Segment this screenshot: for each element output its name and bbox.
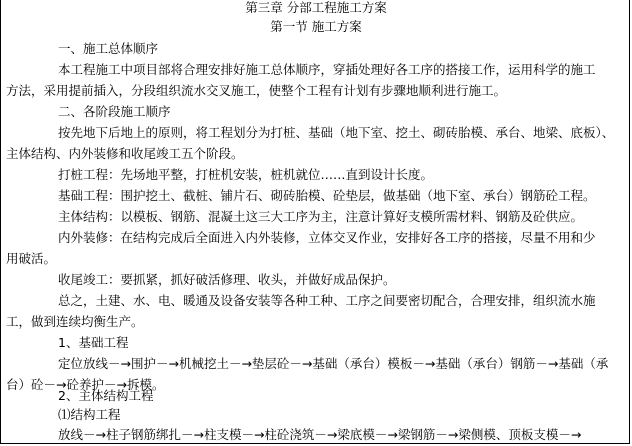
- heading-structural-work: ⑴结构工程: [58, 407, 121, 422]
- paragraph-line: 定位放线－→围护－→机械挖土－→垫层砼－→基础（承台）模板－→基础（承台）钢筋－→基础（承: [58, 356, 609, 371]
- paragraph-line: 收尾竣工：要抓紧，抓好破活修理、收头，并做好成品保护。: [58, 272, 396, 287]
- paragraph-line: 用破活。: [6, 251, 57, 266]
- section-title: 第一节 施工方案: [270, 19, 362, 34]
- paragraph-line: 按先地下后地上的原则，将工程划分为打桩、基础（地下室、挖土、砌砖胎模、承台、地梁、底板）、: [58, 125, 615, 140]
- paragraph-line: 方法，采用提前插入，分段组织流水交叉施工，使整个工程有计划有步骤地顺利进行施工。: [6, 83, 507, 98]
- heading-foundation: 1、基础工程: [58, 335, 129, 350]
- heading-overall-sequence: 一、施工总体顺序: [58, 41, 159, 56]
- heading-main-structure: 2、主体结构工程: [58, 388, 154, 403]
- paragraph-line: 基础工程：围护挖土、截桩、铺片石、砌砖胎模、砼垫层，做基础（地下室、承台）钢筋砼工程。: [58, 188, 596, 203]
- paragraph-line: 主体结构：以模板、钢筋、混凝土这三大工序为主，注意计算好支模所需材料、钢筋及砼供应。: [58, 209, 584, 224]
- paragraph-line: 放线－→柱子钢筋绑扎－→柱支模－→柱砼浇筑－→梁底模－→梁钢筋－→梁侧模、顶板支模－→: [58, 427, 582, 442]
- paragraph-line: 台）砼－→砼养护－→拆模。: [6, 377, 165, 392]
- paragraph-line: 本工程施工中项目部将合理安排好施工总体顺序，穿插处理好各工序的搭接工作，运用科学的施工: [58, 62, 596, 77]
- paragraph-line: 工，做到连续均衡生产。: [6, 314, 144, 329]
- paragraph-line: 主体结构、内外装修和收尾竣工五个阶段。: [6, 146, 244, 161]
- paragraph-line: 打桩工程：先场地平整，打桩机安装，桩机就位……直到设计长度。: [58, 167, 434, 182]
- heading-stage-sequence: 二、各阶段施工顺序: [58, 104, 171, 119]
- paragraph-line: 总之，土建、水、电、暖通及设备安装等各种工种、工序之间要密切配合，合理安排，组织流水施: [58, 293, 596, 308]
- chapter-title: 第三章 分部工程施工方案: [245, 0, 387, 15]
- paragraph-line: 内外装修：在结构完成后全面进入内外装修，立体交叉作业，安排好各工序的搭接，尽量不用和少: [58, 230, 596, 245]
